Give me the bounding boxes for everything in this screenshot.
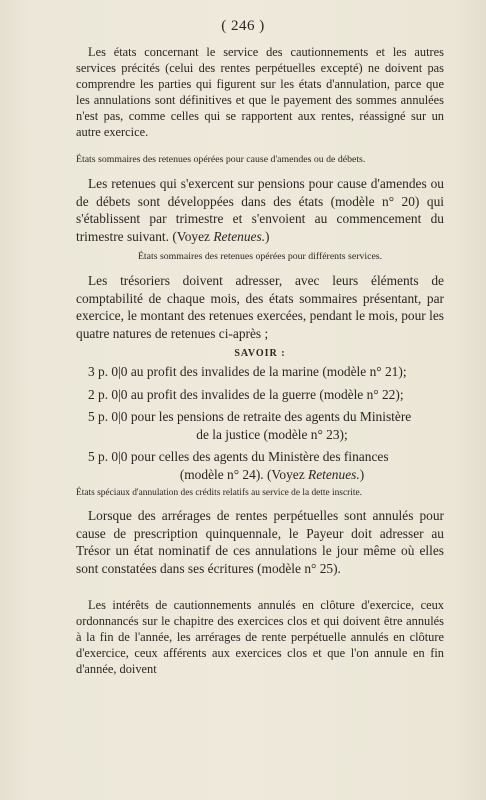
list-item-line-tail: ) [359,466,365,482]
list-item [76,386,444,404]
page-number: ( 246 ) [221,18,265,34]
paragraph-tresoriers [76,272,444,342]
savoir-label [76,348,444,360]
paragraph-cautionnements [76,44,444,140]
list-item-line: de la justice (modèle n° 23); [196,426,348,442]
list-item-line [100,466,444,484]
heading-text: États sommaires des retenues opérées pour différents services. [137,251,383,262]
savoir-text: SAVOIR : [234,348,286,359]
list-item [76,363,444,381]
paragraph-tail: ) [265,228,270,244]
reference-italic: Retenues. [213,228,266,244]
list-item-line: 5 p. 0|0 pour celles des agents du Ministère des finances [88,449,389,465]
paragraph-text: Les trésoriers doivent adresser, avec leurs éléments de comptabilité de chaque mois, des états sommaires présentant, par exercice, le montant des retenues exercées, pendant le mois, pour les quatre natures de retenues ci-après ; [76,273,444,341]
heading-text: États sommaires des retenues opérées pour cause d'amendes ou de débets. [76,154,366,165]
list-item-line-start: (modèle n° 24). (Voyez [179,466,305,482]
paragraph-retenues-amendes [76,175,444,245]
paragraph-text: Les états concernant le service des cautionnements et les autres services précités (celui des rentes perpétuelles excepté) ne doivent pas comprendre les parties qui figurent sur les états d'annulation, parce que les annulations sont définitives et que le payement des sommes annulées n'est pas, comme celles qui se rapportent aux rentes, réassigné sur un autre exercice. [76,45,444,139]
section-heading-amendes [76,154,444,166]
list-item-line: 3 p. 0|0 au profit des invalides de la marine (modèle n° 21); [88,364,407,379]
list-item-line: 5 p. 0|0 pour les pensions de retraite des agents du Ministère [88,409,412,425]
paragraph-text: Lorsque des arrérages de rentes perpétuelles sont annulés pour cause de prescription quinquennale, le Payeur doit adresser au Trésor un état nominatif de ces annulations le jour même où elles sont constatées dans ses écritures (modèle n° 25). [76,508,444,576]
paragraph-arrerages [76,507,444,577]
paragraph-text [76,175,444,245]
section-heading-annulation [76,487,444,499]
reference-italic: Retenues. [308,466,360,482]
heading-text: États spéciaux d'annulation des crédits relatifs au service de la dette inscrite. [76,488,362,498]
list-item [76,448,444,483]
list-item [76,408,444,443]
list-item-line: 2 p. 0|0 au profit des invalides de la guerre (modèle n° 22); [88,386,404,402]
section-heading-differents-services [76,251,444,263]
paragraph-interets [76,597,444,677]
retenues-list [76,363,444,484]
paragraph-body: Les retenues qui s'exercent sur pensions pour cause d'amendes ou de débets sont développées dans des états (modèle n° 20) qui s'établissent par trimestre et s'envoient au commencement du trimestre suivant. (Voyez [76,176,444,244]
paragraph-text: Les intérêts de cautionnements annulés en clôture d'exercice, ceux ordonnancés sur le chapitre des exercices clos et qui doivent être annulés à la fin de l'année, les arrérages de rente perpétuelle annulés en clôture d'exercice, ceux afférents aux exercices clos et que l'on annule en fin d'année, doivent [76,598,444,676]
